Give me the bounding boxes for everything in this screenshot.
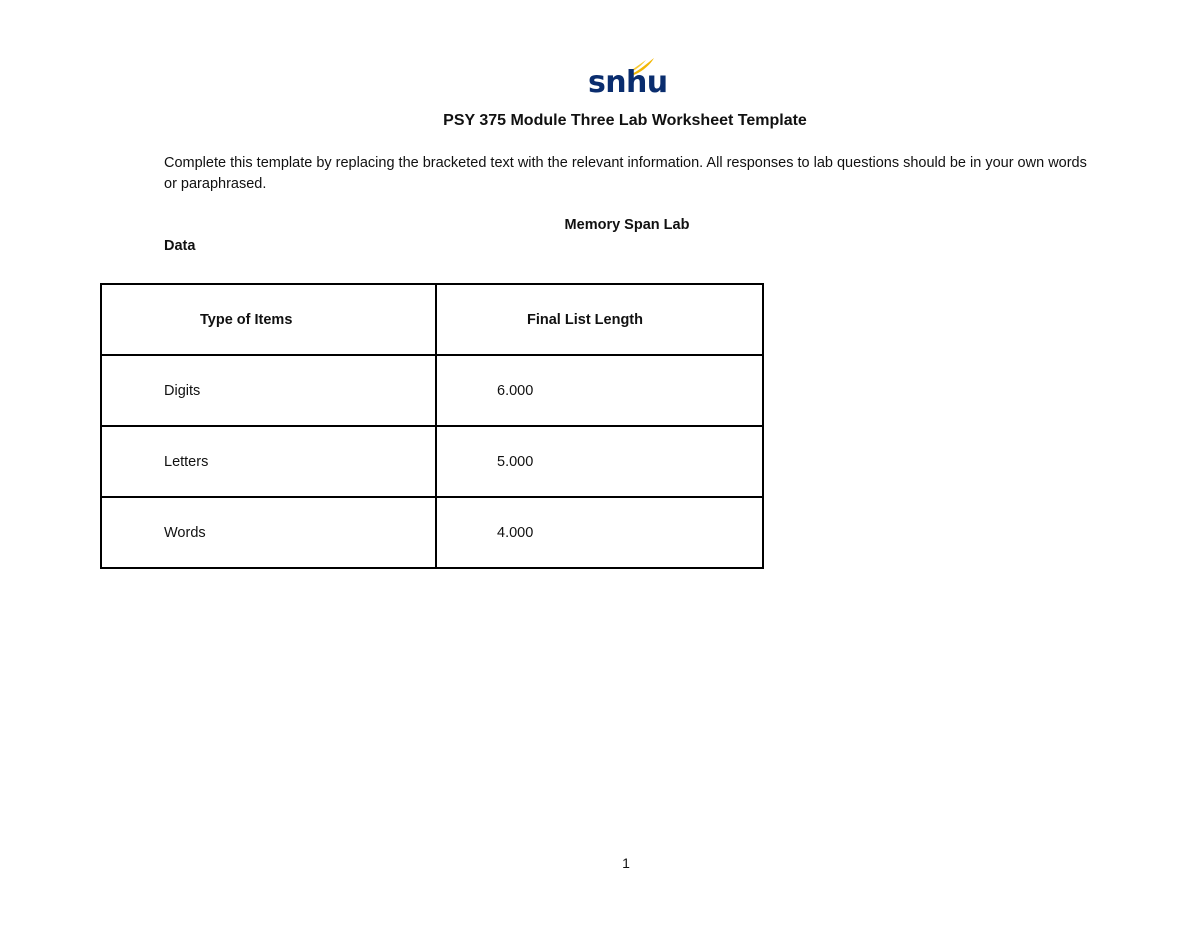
table-header-row [101,284,763,355]
row-value-letters: 5.000 [436,426,763,497]
document-title: PSY 375 Module Three Lab Worksheet Template [443,112,807,129]
row-value-words: 4.000 [436,497,763,568]
section-title: Memory Span Lab [564,217,690,233]
table-row [101,355,763,426]
memory-span-table [100,283,764,569]
row-value-digits: 6.000 [436,355,763,426]
header-final-list-length: Final List Length [436,284,763,355]
row-item-words: Words [101,497,436,568]
header-type-of-items: Type of Items [101,284,436,355]
row-item-letters: Letters [101,426,436,497]
data-label: Data [164,238,196,254]
page-number: 1 [622,855,630,871]
table-row [101,497,763,568]
snhu-logo [588,56,668,104]
row-item-digits: Digits [101,355,436,426]
instructions-text: Complete this template by replacing the bracketed text with the relevant information. All responses to lab questions should be in your own words or paraphrased. [164,155,1087,192]
logo-wordmark: snhu [588,65,668,100]
table-row [101,426,763,497]
